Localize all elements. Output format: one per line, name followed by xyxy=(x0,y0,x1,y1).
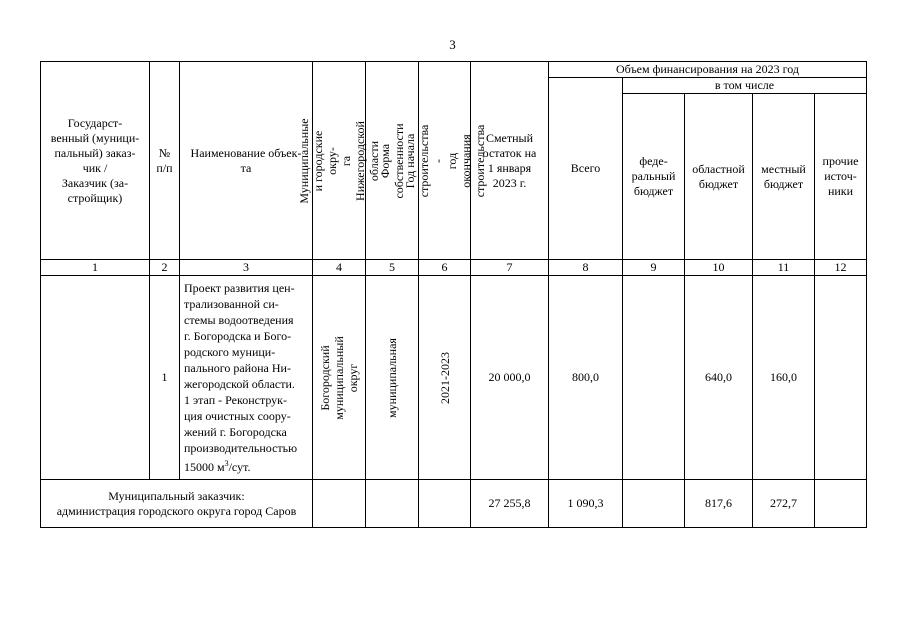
header-financing: Объем финансирования на 2023 год xyxy=(549,62,867,78)
header-local: местный бюджет xyxy=(753,94,815,260)
summary-other xyxy=(815,480,867,528)
summary-row xyxy=(41,480,867,528)
summary-local: 272,7 xyxy=(753,480,815,528)
header-municipality xyxy=(297,62,381,260)
summary-municipality xyxy=(313,480,366,528)
summary-years xyxy=(419,480,471,528)
header-estimate: Сметный остаток на 1 января 2023 г. xyxy=(471,62,549,260)
column-number: 11 xyxy=(753,260,815,276)
cell-other xyxy=(815,276,867,480)
header-municipality-text: Муниципальные и городские окру- га Нижегородской области xyxy=(297,117,381,204)
cell-customer xyxy=(41,276,150,480)
cell-municipality-text: Богородский муниципальный округ xyxy=(318,335,360,420)
cell-object-name xyxy=(180,276,313,480)
column-number: 9 xyxy=(623,260,685,276)
cell-municipality xyxy=(313,276,366,480)
summary-ownership xyxy=(366,480,419,528)
object-name-text: Проект развития цен- трализованной си- стемы водоотведения г. Богородска и Бого- родского муници- пального района Ни- жегородской области. 1 этап - Реконструк- ция очистных соору- жений г. Богородска производительностью 15000 м xyxy=(184,281,298,474)
cell-number: 1 xyxy=(150,276,180,480)
summary-federal xyxy=(623,480,685,528)
header-ownership-text: Форма собственности xyxy=(378,122,406,199)
header-customer: Государст- венный (муници- пальный) заказ- чик / Заказчик (за- стройщик) xyxy=(41,62,150,260)
cell-estimate: 20 000,0 xyxy=(471,276,549,480)
cell-local: 160,0 xyxy=(753,276,815,480)
page-number: 3 xyxy=(449,37,456,52)
summary-regional: 817,6 xyxy=(685,480,753,528)
table-row xyxy=(41,276,867,480)
column-number: 7 xyxy=(471,260,549,276)
summary-label: Муниципальный заказчик: администрация городского округа город Саров xyxy=(41,480,313,528)
column-number: 10 xyxy=(685,260,753,276)
header-federal: феде- ральный бюджет xyxy=(623,94,685,260)
cell-years-text: 2021-2023 xyxy=(437,351,452,404)
column-number: 8 xyxy=(549,260,623,276)
header-number: № п/п xyxy=(150,62,180,260)
cell-ownership-text: муниципальная xyxy=(385,337,399,418)
cell-years xyxy=(419,276,471,480)
summary-total: 1 090,3 xyxy=(549,480,623,528)
header-years xyxy=(402,62,487,260)
column-number: 12 xyxy=(815,260,867,276)
header-regional: областной бюджет xyxy=(685,94,753,260)
header-total: Всего xyxy=(549,78,623,260)
column-number: 6 xyxy=(419,260,471,276)
column-number: 3 xyxy=(180,260,313,276)
cell-ownership xyxy=(366,276,419,480)
header-object-name: Наименование объек- та xyxy=(180,62,313,260)
column-number-row xyxy=(41,260,867,276)
cell-regional: 640,0 xyxy=(685,276,753,480)
header-including: в том числе xyxy=(623,78,867,94)
unit-tail: /сут. xyxy=(228,460,251,474)
column-number: 5 xyxy=(366,260,419,276)
cell-federal xyxy=(623,276,685,480)
column-number: 1 xyxy=(41,260,150,276)
header-other: прочие источ- ники xyxy=(815,94,867,260)
cell-total: 800,0 xyxy=(549,276,623,480)
summary-estimate: 27 255,8 xyxy=(471,480,549,528)
column-number: 4 xyxy=(313,260,366,276)
unit-superscript: 3 xyxy=(224,459,229,468)
header-row xyxy=(41,62,867,78)
financing-table xyxy=(40,61,867,528)
header-years-text: Год начала строительства - год окончания строительства xyxy=(402,124,487,197)
column-number: 2 xyxy=(150,260,180,276)
